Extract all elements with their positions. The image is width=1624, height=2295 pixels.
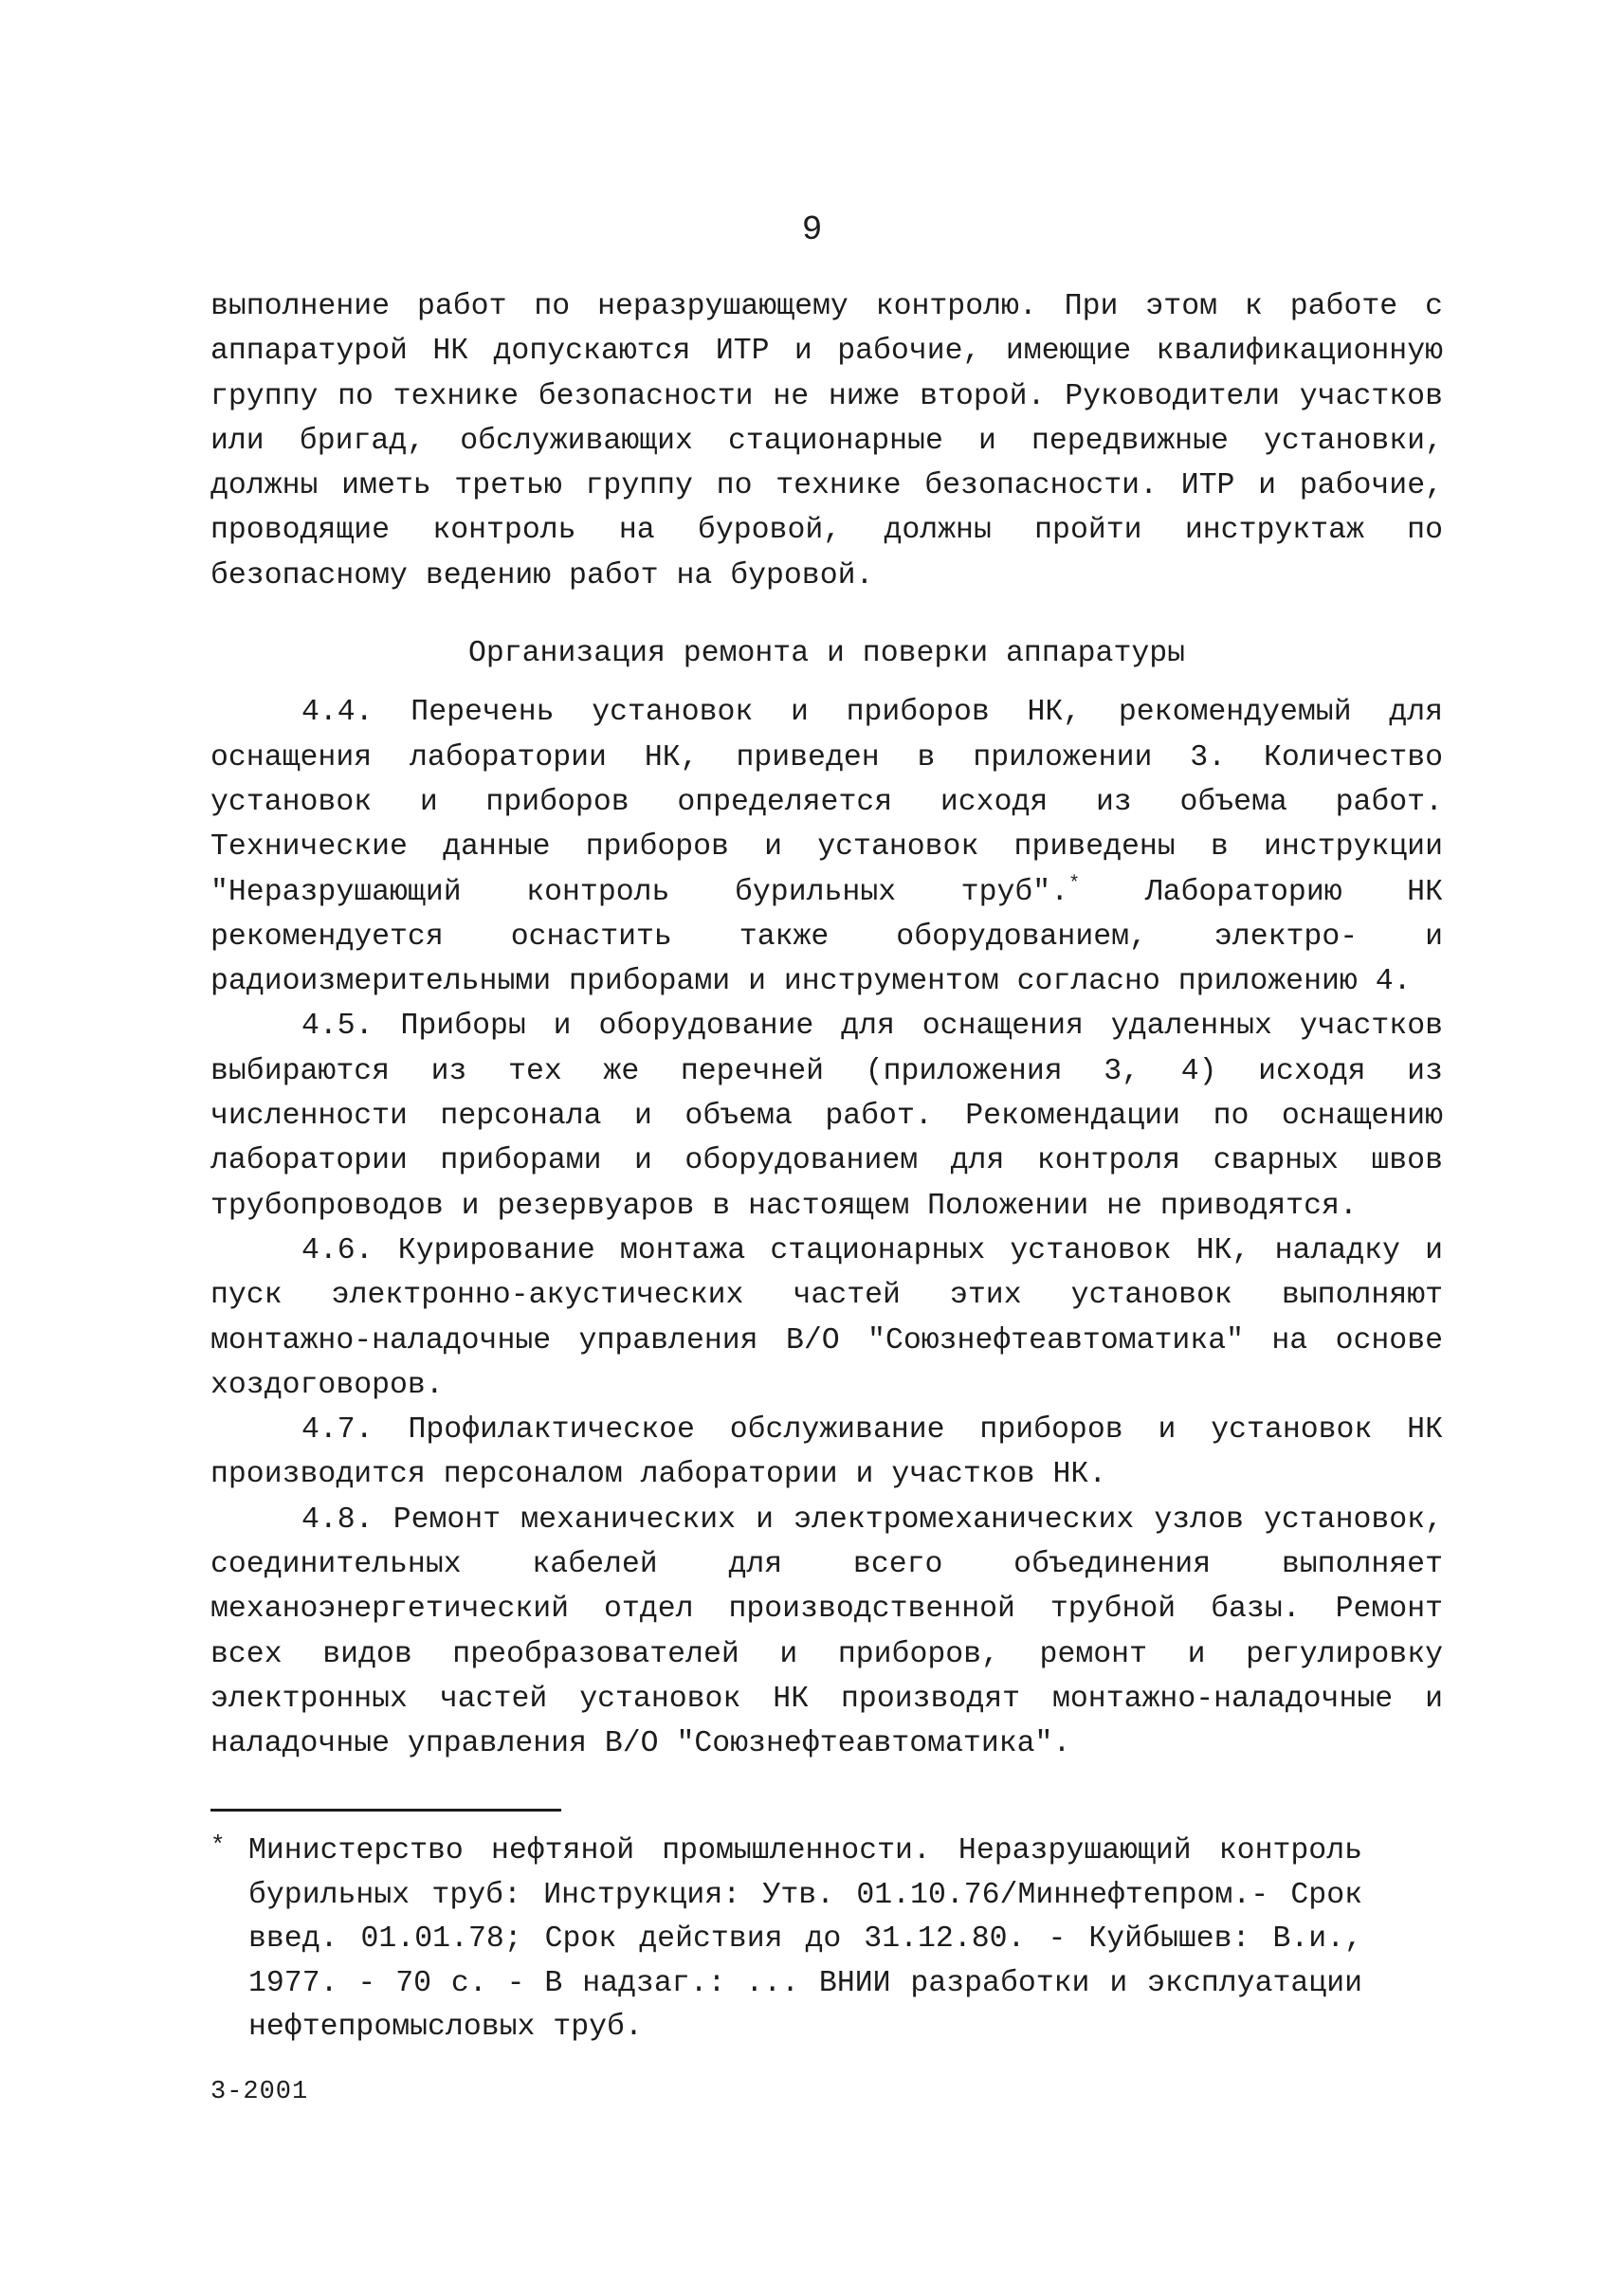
footnote-text: Министерство нефтяной промышленности. Неразрушающий контроль бурильных труб: Инструкция: Утв. 01.10.76/Миннефтепром.- Срок введ. 01.01.78; Срок действия до 31.12.80. - Куйбышев: В.и., 1977. - 70 с. - В надзаг.: ... ВНИИ разработки и эксплуатации нефтепромысловых труб. bbox=[248, 1834, 1362, 2044]
section-heading: Организация ремонта и поверки аппаратуры bbox=[467, 637, 1186, 671]
footnote bbox=[210, 1830, 1362, 2050]
paragraph-4-5: 4.5. Приборы и оборудование для оснащения удаленных участков выбираются из тех же перечней (приложения 3, 4) исходя из численности персонала и объема работ. Рекомендации по оснащению лаборатории приборами и оборудованием для контроля сварных швов трубопроводов и резервуаров в настоящем Положении не приводятся. bbox=[210, 1010, 1443, 1223]
paragraph-4-8: 4.8. Ремонт механических и электромеханических узлов установок, соединительных кабелей для всего объединения выполняет механоэнергетический отдел производственной трубной базы. Ремонт всех видов преобразователей и приборов, ремонт и регулировку электронных частей установок НК производят монтажно-наладочные и наладочные управления В/О "Союзнефтеавтоматика". bbox=[210, 1503, 1443, 1761]
paragraph-4-4-text: 4.4. Перечень установок и приборов НК, рекомендуемый для оснащения лаборатории НК, приведен в приложении 3. Количество установок и приборов определяется исходя из объема работ. Технические данные приборов и установок приведены в инструкции "Неразрушающий контроль бурильных труб". bbox=[210, 696, 1443, 909]
body-text bbox=[210, 284, 1443, 1767]
sheet-code: 3-2001 bbox=[210, 2078, 309, 2106]
footnote-reference: * bbox=[1068, 873, 1081, 896]
paragraph-4-6: 4.6. Курирование монтажа стационарных установок НК, наладку и пуск электронно-акустических частей этих установок выполняют монтажно-наладочные управления В/О "Союзнефтеавтоматика" на основе хоздоговоров. bbox=[210, 1233, 1443, 1402]
paragraph-intro: выполнение работ по неразрушающему контролю. При этом к работе с аппаратурой НК допускаются ИТР и рабочие, имеющие квалификационную группу по технике безопасности не ниже второй. Руководители участков или бригад, обслуживающих стационарные и передвижные установки, должны иметь третью группу по технике безопасности. ИТР и рабочие, проводящие контроль на буровой, должны пройти инструктаж по безопасному ведению работ на буровой. bbox=[210, 290, 1443, 592]
paragraph-4-4-continued: Лабораторию НК рекомендуется оснастить также оборудованием, электро- и радиоизмерительными приборами и инструментом согласно приложению 4. bbox=[210, 875, 1443, 999]
paragraph-4-4 bbox=[210, 690, 1443, 1004]
footnote-marker: * bbox=[210, 1831, 226, 1860]
page-number: 9 bbox=[801, 210, 823, 249]
footnote-divider bbox=[210, 1809, 561, 1812]
paragraph-4-7: 4.7. Профилактическое обслуживание приборов и установок НК производится персоналом лаборатории и участков НК. bbox=[210, 1413, 1443, 1492]
